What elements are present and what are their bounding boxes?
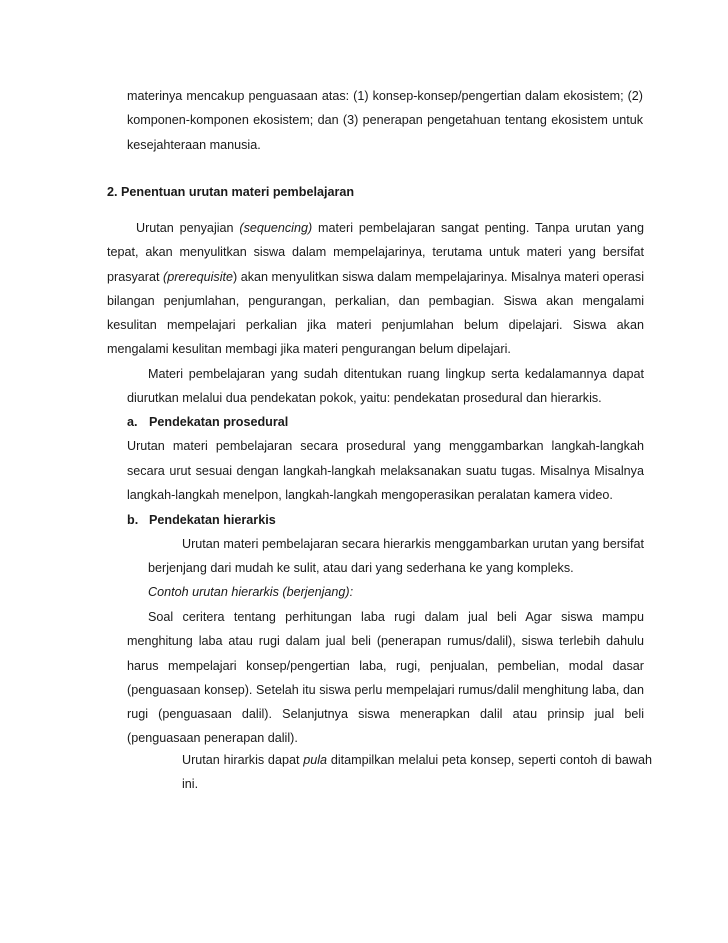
- p1-prerequisite: (prerequisite: [163, 269, 234, 284]
- intro-text: materinya mencakup penguasaan atas: (1) konsep-konsep/pengertian dalam ekosistem; (2) komponen-komponen ekosistem; dan (3) penerapan pengetahuan tentang ekosistem untuk kesejahteraan manusia.: [127, 89, 643, 152]
- prosedural-title: Pendekatan prosedural: [149, 415, 289, 429]
- closing-text: [182, 748, 652, 797]
- paragraph-materi-text: Materi pembelajaran yang sudah ditentukan ruang lingkup serta kedalamannya dapat diurutkan melalui dua pendekatan pokok, yaitu: pendekatan prosedural dan hierarkis.: [127, 367, 644, 406]
- example-paragraph: [127, 605, 644, 751]
- subsection-prosedural-heading: [127, 410, 644, 434]
- paragraph-urutan-text: [107, 216, 644, 362]
- closing-part-a: Urutan hirarkis dapat: [182, 753, 304, 767]
- paragraph-urutan: [107, 216, 644, 362]
- section-title: 2. Penentuan urutan materi pembelajaran: [107, 185, 355, 199]
- prosedural-text: Urutan materi pembelajaran secara prosedural yang menggambarkan langkah-langkah secara urut sesuai dengan langkah-langkah melaksanakan suatu tugas. Misalnya Misalnya langkah-langkah menelpon, langkah-langkah mengoperasikan peralatan kamera video.: [127, 439, 644, 502]
- hierarkis-title: Pendekatan hierarkis: [149, 513, 276, 527]
- closing-pula: pula: [303, 753, 328, 767]
- paragraph-materi: [127, 362, 644, 411]
- label-b: b.: [127, 513, 139, 527]
- intro-paragraph: [127, 84, 643, 157]
- example-text: Soal ceritera tentang perhitungan laba rugi dalam jual beli Agar siswa mampu menghitung laba atau rugi dalam jual beli (penerapan rumus/dalil), siswa terlebih dahulu harus mempelajari konsep/pengertian laba, rugi, penjualan, pembelian, modal dasar (penguasaan konsep). Setelah itu siswa perlu mempelajari rumus/dalil menghitung laba, dan rugi (penguasaan dalil). Selanjutnya siswa menerapkan dalil atau prinsip jual beli (penguasaan penerapan dalil).: [127, 610, 644, 746]
- subsection-hierarkis-heading: [127, 508, 644, 532]
- p1-sequencing: (sequencing): [239, 221, 313, 235]
- closing-paragraph: [182, 748, 652, 797]
- hierarkis-heading: [127, 508, 644, 532]
- section-heading: [107, 180, 647, 204]
- label-a: a.: [127, 415, 138, 429]
- closing-part-b: ditampilkan melalui peta konsep, seperti contoh di bawah ini.: [182, 753, 652, 792]
- example-heading: Contoh urutan hierarkis (berjenjang):: [148, 585, 354, 599]
- p1-part-a: Urutan penyajian: [136, 221, 240, 235]
- hierarkis-text: Urutan materi pembelajaran secara hierarkis menggambarkan urutan yang bersifat berjenjang dari mudah ke sulit, atau dari yang sederhana ke yang kompleks.: [148, 537, 644, 576]
- hierarkis-paragraph: [148, 532, 644, 581]
- p1-part-c: ) akan menyulitkan siswa dalam mempelajarinya. Misalnya materi operasi bilangan penjumlahan, pengurangan, perkalian, dan pembagian. Siswa akan mengalami kesulitan mempelajari perkalian jika materi penjumlahan belum dipelajari. Siswa akan mengalami kesulitan membagi jika materi pengurangan belum dipelajari.: [107, 269, 644, 357]
- subsection-prosedural: [127, 410, 644, 507]
- p1-part-b: materi pembelajaran sangat penting. Tanpa urutan yang tepat, akan menyulitkan siswa dalam mempelajarinya, terutama untuk materi yang bersifat prasyarat: [107, 221, 644, 284]
- example-heading-block: [148, 580, 644, 604]
